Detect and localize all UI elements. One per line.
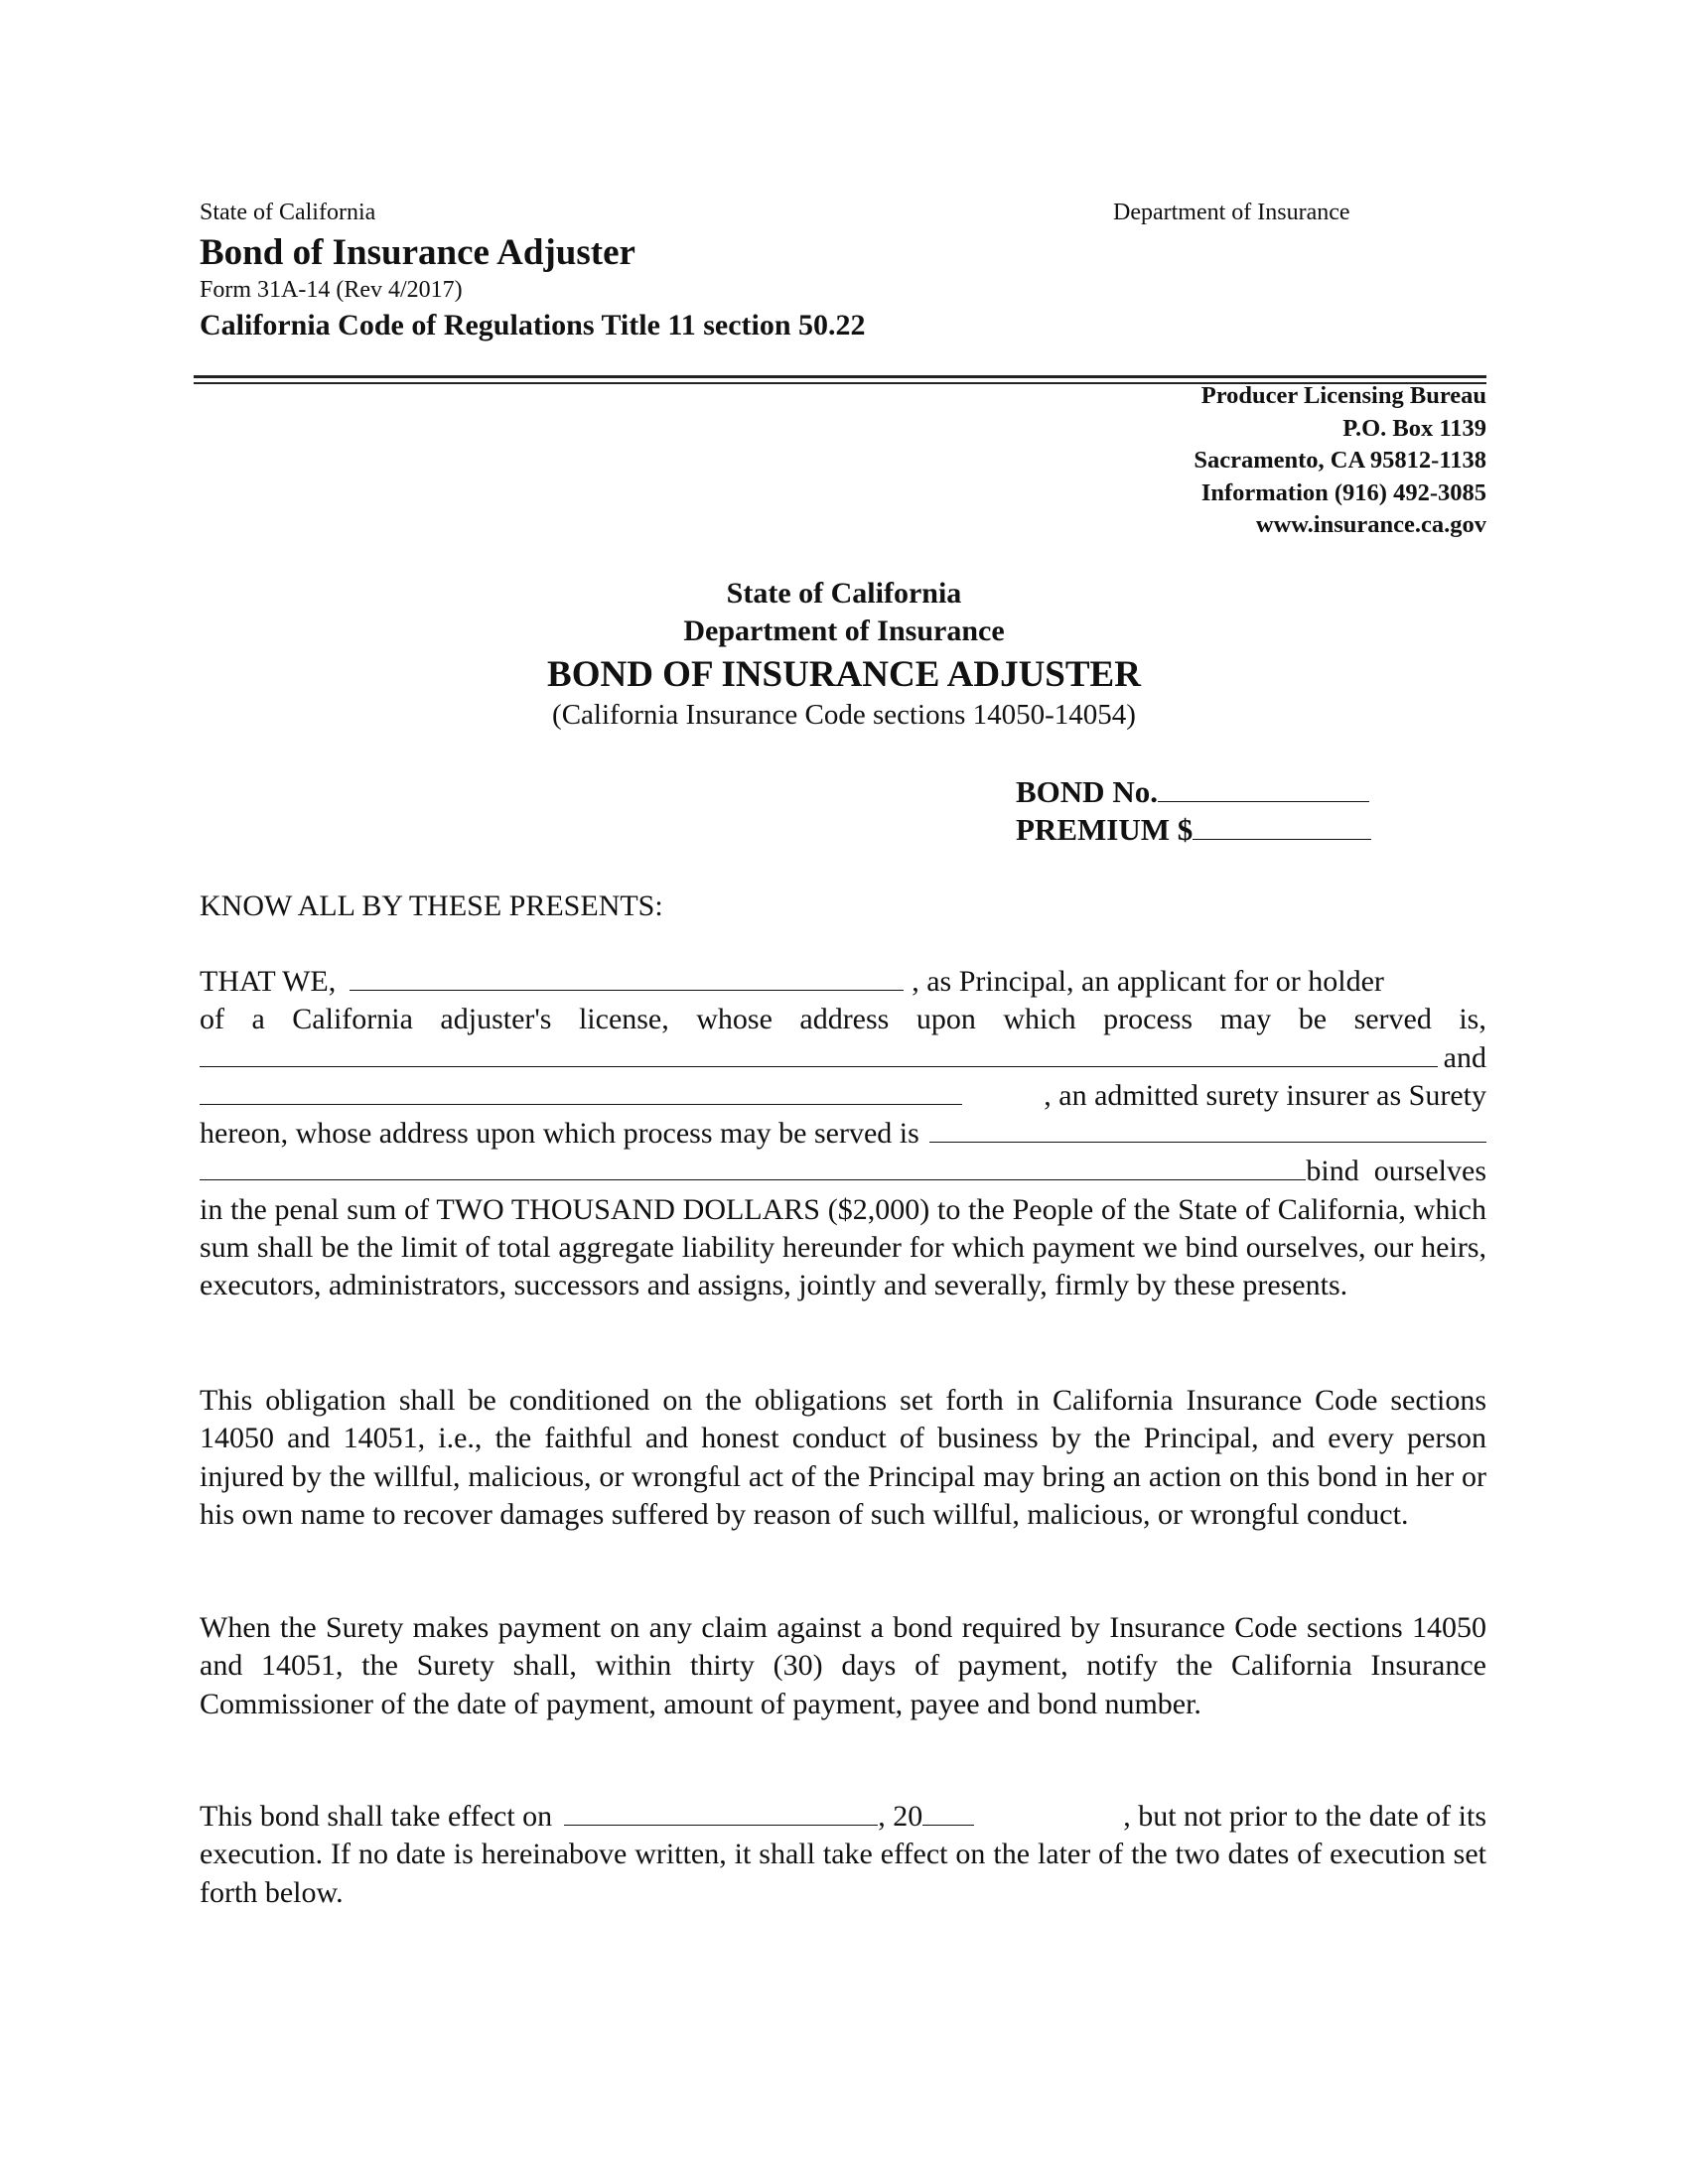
paragraph-effective-date [200,1798,1486,1912]
bond-number-label: BOND No. [1016,774,1158,809]
surety-address-label: hereon, whose address upon which process may be served is [200,1117,919,1151]
license-line-word: license, [578,1003,669,1036]
bureau-address-block [1194,380,1486,542]
header-divider-thick [194,375,1486,378]
heading-code-reference: (California Insurance Code sections 14050-14054) [552,699,1136,731]
license-line-word: address [799,1003,890,1036]
license-line-word: may [1219,1003,1272,1036]
surety-address-continued-input[interactable] [200,1155,1306,1180]
document-title: Bond of Insurance Adjuster [200,232,635,273]
bureau-website[interactable]: www.insurance.ca.gov [1255,511,1486,538]
principal-role-text [912,963,1486,1001]
principal-name-input[interactable] [350,965,904,991]
effective-date-rest-text: execution. If no date is hereinabove written, it shall take effect on the later of the two dates of execution set forth below. [200,1838,1486,1909]
license-line-word: process [1103,1003,1194,1036]
bureau-city: Sacramento, CA 95812-1138 [1194,447,1486,474]
surety-role-label: , an admitted surety insurer as Surety [1044,1078,1486,1112]
effective-date-input[interactable] [564,1800,878,1826]
premium-field [1016,812,1371,848]
license-line-word: be [1298,1003,1328,1036]
license-address-line [200,1001,1486,1038]
paragraph-parties [200,963,1486,1305]
regulation-reference: California Code of Regulations Title 11 section 50.22 [200,309,866,341]
and-label: and [1443,1040,1486,1074]
year-prefix-label: , 20 [878,1800,923,1833]
know-all-intro: KNOW ALL BY THESE PRESENTS: [200,889,663,922]
premium-input[interactable] [1193,813,1371,840]
effective-date-condition-label: , but not prior to the date of its [1123,1800,1486,1833]
paragraph-surety-payment: When the Surety makes payment on any claim against a bond required by Insurance Code sections 14050 and 14051, the Surety shall, within thirty (30) days of payment, notify the California Insurance Commissioner of the date of payment, amount of payment, payee and bond number. [200,1611,1486,1720]
paragraph-obligation: This obligation shall be conditioned on the obligations set forth in California Insurance Code sections 14050 and 14051, i.e., the faithful and honest conduct of business by the Principal, and every person injured by the willful, malicious, or wrongful act of the Principal may bring an action on this bond in her or his own name to recover damages suffered by reason of such willful, malicious, or wrongful conduct. [200,1384,1486,1531]
bureau-phone: Information (916) 492-3085 [1200,478,1486,506]
po-box: P.O. Box 1139 [1342,414,1486,442]
surety-address-input[interactable] [929,1117,1486,1143]
principal-address-input[interactable] [200,1041,1438,1067]
heading-title: BOND OF INSURANCE ADJUSTER [547,654,1141,695]
license-line-word: of [200,1003,224,1036]
header-department-label: Department of Insurance [1113,200,1350,225]
surety-name-input[interactable] [200,1079,962,1105]
bureau-name: Producer Licensing Bureau [1200,382,1486,409]
license-line-word: which [1003,1003,1076,1036]
effective-date-label: This bond shall take effect on [200,1800,553,1833]
penal-sum-text: in the penal sum of TWO THOUSAND DOLLARS ($2,000) to the People of the State of California, which sum shall be the limit of total aggregate liability hereunder for which payment we bind ourselves, our heirs, executors, administrators, successors and assigns, jointly and severally, firmly by these presents. [200,1192,1486,1302]
license-line-word: upon [915,1003,976,1036]
license-line-word: adjuster's [440,1003,552,1036]
effective-year-input[interactable] [922,1800,974,1826]
bond-number-input[interactable] [1158,775,1369,802]
principal-role-label: , as Principal, an applicant for or holder [912,965,1384,998]
that-we-label: THAT WE, [200,965,337,998]
premium-label: PREMIUM $ [1016,812,1194,847]
license-line-word: is, [1459,1003,1486,1036]
heading-department: Department of Insurance [683,614,1005,647]
form-number: Form 31A-14 (Rev 4/2017) [200,277,463,303]
bond-number-field [1016,774,1369,810]
heading-state: State of California [726,577,962,610]
bind-ourselves-label: bind ourselves [1306,1155,1486,1188]
license-line-word: served [1353,1003,1432,1036]
license-line-word: California [292,1003,413,1036]
license-line-word: a [251,1003,265,1036]
license-line-word: whose [696,1003,773,1036]
header-state-label: State of California [200,200,376,225]
